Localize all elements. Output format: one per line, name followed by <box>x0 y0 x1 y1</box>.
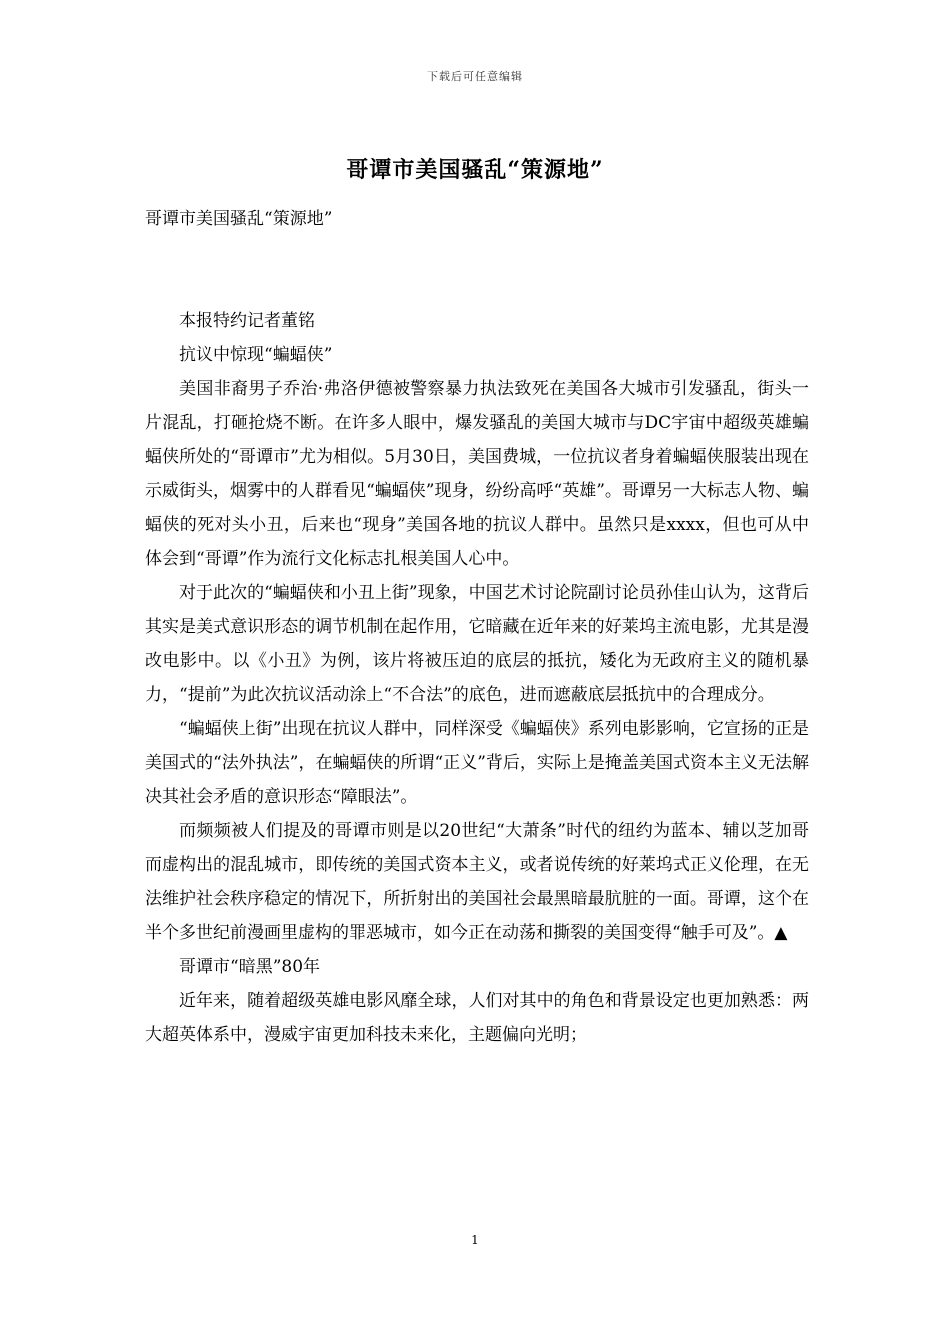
blank-line <box>145 236 809 304</box>
paragraph: 而频频被人们提及的哥谭市则是以20世纪“大萧条”时代的纽约为蓝本、辅以芝加哥而虚构出的混乱城市，即传统的美国式资本主义，或者说传统的好莱坞式正义伦理，在无法维护社会秩序稳定的情况下，所折射出的美国社会最黑暗最肮脏的一面。哥谭，这个在半个多世纪前漫画里虚构的罪恶城市，如今正在动荡和撕裂的美国变得“触手可及”。▲ <box>145 821 809 943</box>
section-heading-protest: 抗议中惊现“蝙蝠侠” <box>179 345 333 365</box>
paragraph: “蝙蝠侠上街”出现在抗议人群中，同样深受《蝙蝠侠》系列电影影响，它宣扬的正是美国式的“法外执法”，在蝙蝠侠的所谓“正义”背后，实际上是掩盖美国式资本主义无法解决其社会矛盾的意识形态“障眼法”。 <box>145 719 809 807</box>
page-number: 1 <box>471 1233 479 1247</box>
document-body <box>145 202 809 1052</box>
paragraph: 对于此次的“蝙蝠侠和小丑上街”现象，中国艺术讨论院副讨论员孙佳山认为，这背后其实是美式意识形态的调节机制在起作用，它暗藏在近年来的好莱坞主流电影，尤其是漫改电影中。以《小丑》为例，该片将被压迫的底层的抵抗，矮化为无政府主义的随机暴力，“提前”为此次抗议活动涂上“不合法”的底色，进而遮蔽底层抵抗中的合理成分。 <box>145 583 809 705</box>
byline: 本报特约记者董铭 <box>179 311 315 331</box>
document-title: 哥谭市美国骚乱“策源地” <box>346 157 604 183</box>
page-header: 下载后可任意编辑 <box>427 70 523 83</box>
paragraph: 近年来，随着超级英雄电影风靡全球，人们对其中的角色和背景设定也更加熟悉：两大超英体系中，漫威宇宙更加科技未来化，主题偏向光明； <box>145 991 809 1045</box>
paragraph: 美国非裔男子乔治·弗洛伊德被警察暴力执法致死在美国各大城市引发骚乱，街头一片混乱，打砸抢烧不断。在许多人眼中，爆发骚乱的美国大城市与DC宇宙中超级英雄蝙蝠侠所处的“哥谭市”尤为相似。5月30日，美国费城，一位抗议者身着蝙蝠侠服装出现在示威街头，烟雾中的人群看见“蝙蝠侠”现身，纷纷高呼“英雄”。哥谭另一大标志人物、蝙蝠侠的死对头小丑，后来也“现身”美国各地的抗议人群中。虽然只是xxxx，但也可从中体会到“哥谭”作为流行文化标志扎根美国人心中。 <box>145 379 809 569</box>
section-heading-gotham: 哥谭市“暗黑”80年 <box>179 957 321 977</box>
subtitle: 哥谭市美国骚乱“策源地” <box>145 209 333 229</box>
